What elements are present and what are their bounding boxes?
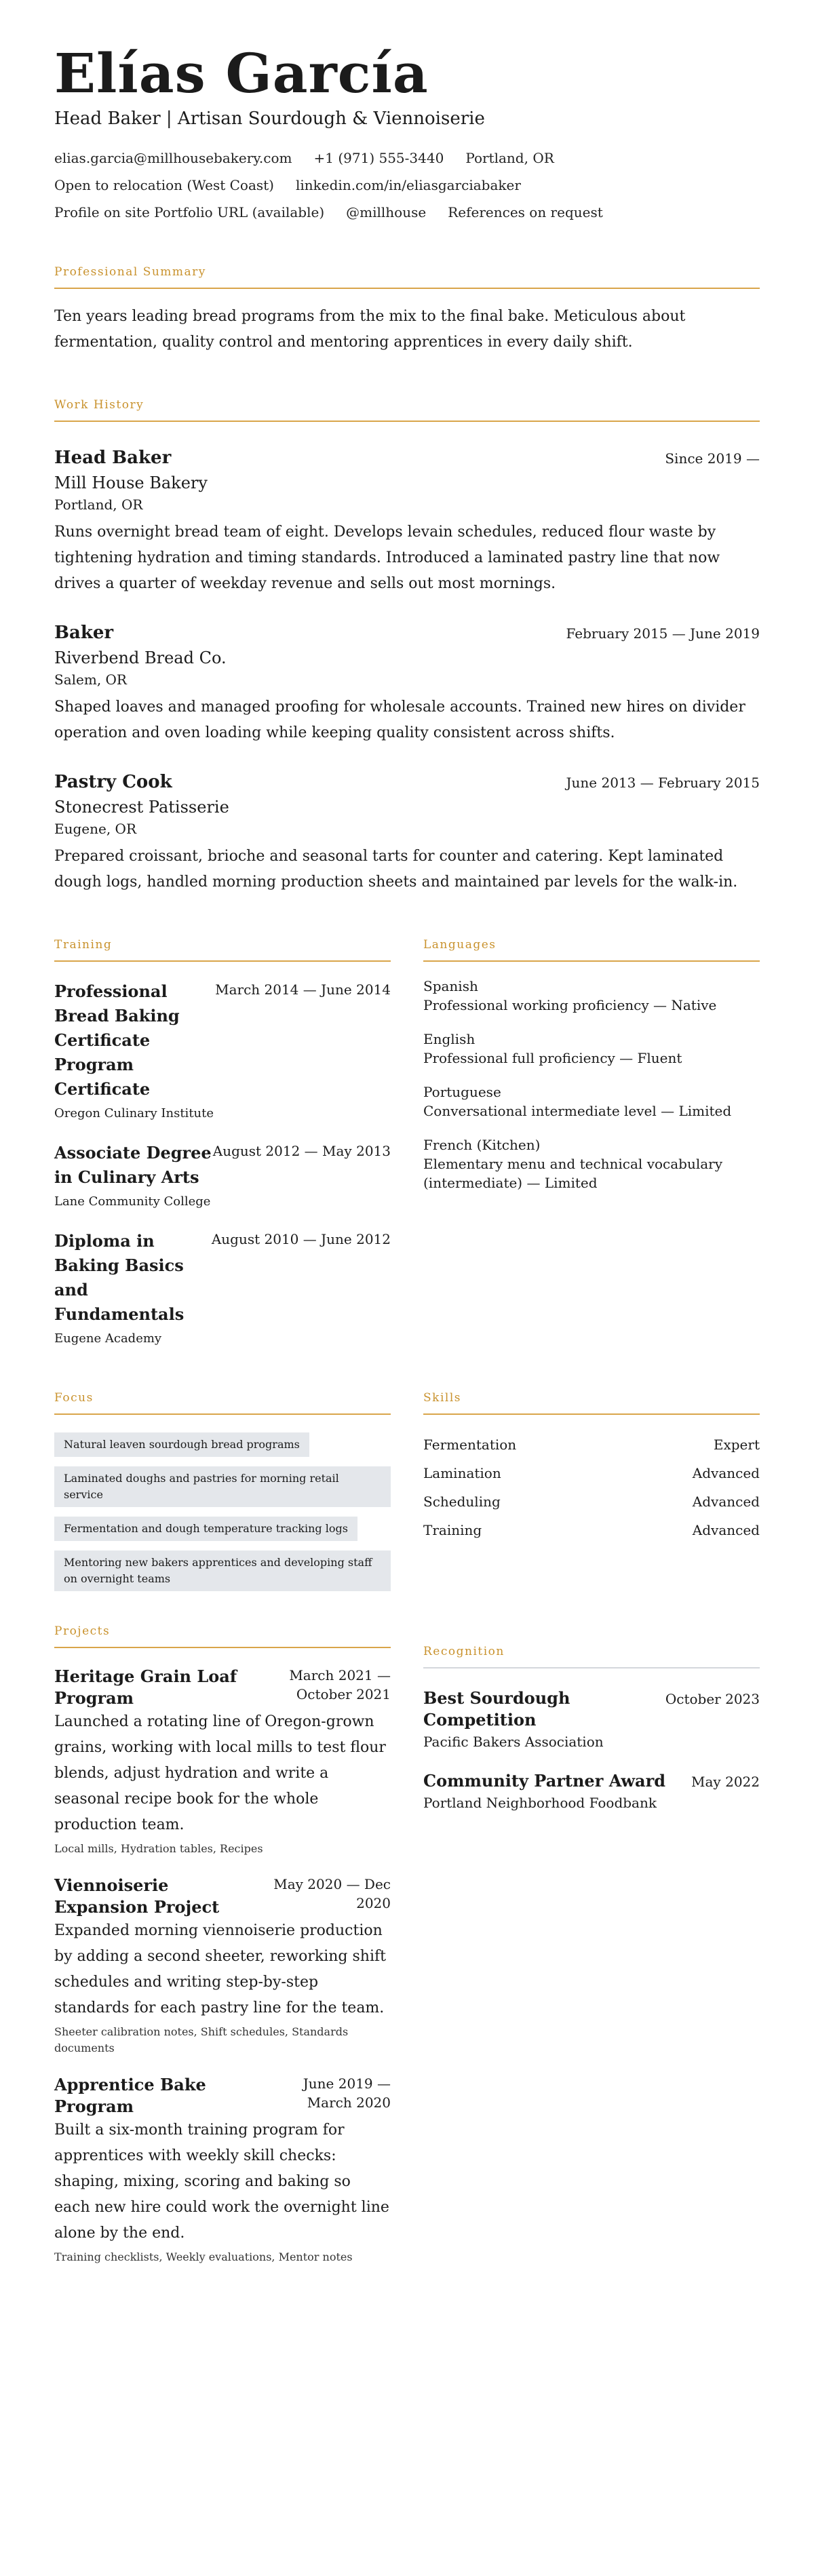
award-organization: Portland Neighborhood Foodbank — [423, 1795, 657, 1811]
job-employer: Mill House Bakery — [54, 473, 208, 492]
award-title: Community Partner Award — [423, 1771, 665, 1791]
contact-row — [54, 148, 760, 168]
skill-name: Scheduling — [423, 1494, 501, 1510]
focus-skills-row — [54, 1390, 760, 1591]
portfolio-note[interactable]: Profile on site Portfolio URL (available) — [54, 204, 325, 220]
skill-row — [423, 1521, 760, 1540]
language-entry — [423, 1135, 760, 1192]
award-organization: Pacific Bakers Association — [423, 1734, 604, 1750]
skill-name: Lamination — [423, 1465, 501, 1481]
linkedin-link[interactable]: linkedin.com/in/eliasgarciabaker — [295, 177, 521, 193]
education-entry — [54, 1141, 391, 1211]
section-divider — [54, 960, 391, 962]
education-school: Eugene Academy — [54, 1331, 162, 1346]
focus-section — [54, 1390, 391, 1591]
candidate-name: Elías García — [54, 41, 429, 105]
summary-section — [54, 265, 760, 355]
job-entry — [54, 446, 760, 597]
job-entry — [54, 621, 760, 746]
job-title: Head Baker — [54, 448, 172, 468]
language-name: French (Kitchen) — [423, 1137, 541, 1153]
experience-section — [54, 397, 760, 895]
skill-row — [423, 1435, 760, 1454]
education-date: March 2014 — June 2014 — [215, 981, 391, 998]
education-school: Oregon Culinary Institute — [54, 1106, 214, 1120]
skill-list — [423, 1435, 760, 1540]
education-date: August 2010 — June 2012 — [211, 1231, 391, 1247]
skill-name: Training — [423, 1522, 482, 1538]
focus-tag: Laminated doughs and pastries for morning retail service — [54, 1466, 391, 1507]
contact-row — [54, 202, 760, 222]
project-tools: Sheeter calibration notes, Shift schedules, Standards documents — [54, 2025, 349, 2054]
headline: Head Baker | Artisan Sourdough & Viennoiserie — [54, 109, 485, 129]
section-divider — [423, 1413, 760, 1415]
phone-link[interactable]: +1 (971) 555-3440 — [313, 150, 444, 166]
language-name: Portuguese — [423, 1084, 501, 1100]
references-note: References on request — [448, 204, 603, 220]
skill-level: Expert — [713, 1437, 760, 1453]
award-title: Best Sourdough Competition — [423, 1688, 570, 1730]
section-title: Training — [54, 938, 113, 952]
job-description: Shaped loaves and managed proofing for wholesale accounts. Trained new hires on divider operation and oven loading while keeping quality consistent across shifts. — [54, 699, 745, 741]
award-entry — [423, 1770, 760, 1812]
job-location: Salem, OR — [54, 671, 127, 688]
project-date: June 2019 — March 2020 — [303, 2075, 391, 2111]
job-description: Runs overnight bread team of eight. Develops levain schedules, reduced flour waste by tightening hydration and timing standards. Introduced a laminated pastry line that now drives a quarter of weekday revenue and sells out most mornings. — [54, 524, 720, 592]
email-link[interactable]: elias.garcia@millhousebakery.com — [54, 150, 292, 166]
summary-text: Ten years leading bread programs from the mix to the final bake. Meticulous about fermentation, quality control and mentoring apprentices in every daily shift. — [54, 308, 686, 351]
section-divider — [423, 960, 760, 962]
job-employer: Riverbend Bread Co. — [54, 648, 227, 667]
job-location: Eugene, OR — [54, 821, 137, 837]
job-title: Baker — [54, 623, 114, 643]
education-title: Associate Degree in Culinary Arts — [54, 1143, 212, 1187]
section-title: Projects — [54, 1624, 111, 1638]
language-name: English — [423, 1031, 476, 1047]
education-title: Professional Bread Baking Certificate Program Certificate — [54, 981, 180, 1099]
job-date: Since 2019 — — [665, 450, 760, 467]
education-entry — [54, 1229, 391, 1348]
skill-level: Advanced — [692, 1494, 760, 1510]
skill-level: Advanced — [692, 1465, 760, 1481]
language-entry — [423, 977, 760, 1015]
contact-block — [54, 148, 760, 222]
skill-name: Fermentation — [423, 1437, 517, 1453]
language-level: Elementary menu and technical vocabulary (intermediate) — Limited — [423, 1156, 723, 1191]
award-date: October 2023 — [665, 1691, 760, 1707]
section-divider — [423, 1667, 760, 1668]
section-divider — [54, 1413, 391, 1415]
award-date: May 2022 — [691, 1774, 760, 1790]
contact-row — [54, 175, 760, 195]
project-title: Heritage Grain Loaf Program — [54, 1666, 237, 1708]
section-divider — [54, 421, 760, 422]
language-level: Professional full proficiency — Fluent — [423, 1050, 682, 1066]
focus-tag: Mentoring new bakers apprentices and developing staff on overnight teams — [54, 1550, 391, 1591]
section-title: Focus — [54, 1391, 94, 1405]
section-title: Recognition — [423, 1645, 505, 1658]
availability-text: Open to relocation (West Coast) — [54, 177, 274, 193]
education-entry — [54, 979, 391, 1123]
job-entry — [54, 770, 760, 895]
languages-section — [423, 937, 760, 1348]
project-tools: Training checklists, Weekly evaluations, Mentor notes — [54, 2250, 353, 2263]
project-description: Built a six-month training program for apprentices with weekly skill checks: shaping, mixing, scoring and baking so each new hire could work the overnight line alone by the end. — [54, 2122, 389, 2242]
focus-tag: Natural leaven sourdough bread programs — [54, 1432, 309, 1457]
skill-level: Advanced — [692, 1522, 760, 1538]
job-description: Prepared croissant, brioche and seasonal tarts for counter and catering. Kept laminated dough logs, handled morning production sheets and maintained par levels for the walk-in. — [54, 848, 738, 891]
location-text: Portland, OR — [465, 150, 554, 166]
job-date: February 2015 — June 2019 — [566, 625, 760, 642]
language-entry — [423, 1030, 760, 1068]
awards-section — [423, 1624, 760, 2265]
section-title: Skills — [423, 1391, 461, 1405]
language-level: Professional working proficiency — Native — [423, 997, 717, 1013]
project-tools: Local mills, Hydration tables, Recipes — [54, 1842, 263, 1855]
project-title: Apprentice Bake Program — [54, 2075, 206, 2116]
instagram-link[interactable]: @millhouse — [346, 204, 427, 220]
project-title: Viennoiserie Expansion Project — [54, 1875, 220, 1917]
education-section — [54, 937, 391, 1348]
project-entry — [54, 1875, 391, 2056]
award-entry — [423, 1687, 760, 1751]
job-title: Pastry Cook — [54, 772, 172, 792]
section-divider — [54, 288, 760, 289]
section-title: Professional Summary — [54, 265, 206, 279]
projects-section — [54, 1624, 391, 2265]
education-languages-row — [54, 937, 760, 1348]
section-divider — [54, 1647, 391, 1648]
job-date: June 2013 — February 2015 — [566, 775, 760, 791]
job-employer: Stonecrest Patisserie — [54, 798, 229, 817]
project-date: May 2020 — Dec 2020 — [273, 1876, 391, 1911]
project-description: Expanded morning viennoiserie production by adding a second sheeter, reworking shift schedules and writing step-by-step standards for each pastry line for the team. — [54, 1922, 386, 2016]
education-school: Lane Community College — [54, 1194, 211, 1209]
section-title: Languages — [423, 938, 497, 952]
language-name: Spanish — [423, 978, 478, 994]
skill-row — [423, 1464, 760, 1483]
skill-row — [423, 1492, 760, 1511]
project-entry — [54, 2074, 391, 2265]
education-date: August 2012 — May 2013 — [212, 1143, 391, 1159]
project-entry — [54, 1666, 391, 1857]
section-title: Work History — [54, 398, 144, 412]
job-location: Portland, OR — [54, 496, 143, 513]
projects-awards-row — [54, 1624, 760, 2265]
focus-tag: Fermentation and dough temperature tracking logs — [54, 1517, 357, 1541]
tag-list — [54, 1432, 391, 1591]
language-entry — [423, 1082, 760, 1120]
project-date: March 2021 — October 2021 — [289, 1667, 391, 1702]
language-level: Conversational intermediate level — Limited — [423, 1103, 732, 1119]
skills-section — [423, 1390, 760, 1591]
project-description: Launched a rotating line of Oregon-grown grains, working with local mills to test flour blends, adjust hydration and write a seasonal recipe book for the whole production team. — [54, 1713, 386, 1833]
education-title: Diploma in Baking Basics and Fundamentals — [54, 1231, 185, 1324]
